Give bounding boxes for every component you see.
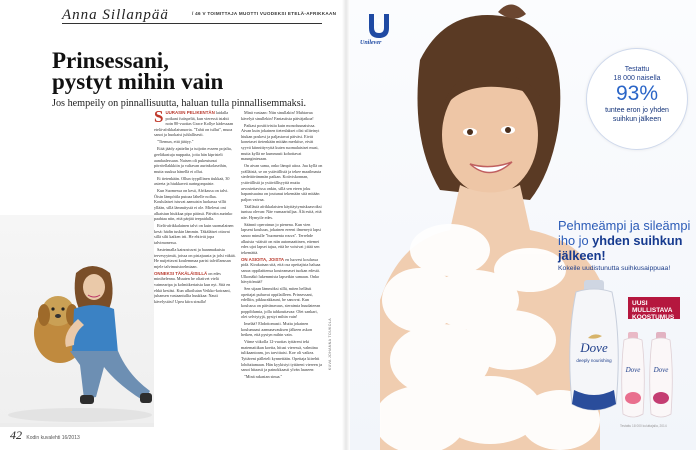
paragraph: Täälläsiä afrikkalaisten käyttäytymiskaavoiksi tuntuu olevan: Näe vumaarisiljaa. Älä esitä, että näe. Hymyile edes. [241,203,322,220]
author-with-dog-illustration [0,215,154,423]
dove-small-bottle-1 [618,332,648,420]
paragraph: laidalla poikani futispeliä, kun vieressä istahti noin 80-vuotias Grace Kollye kädessaan etelä-afrikkalaisnuorta. "Tahti on tullut", muoa sanoi ja huokaisi juhlallisesti. [154,110,234,138]
title-line-2: pystyt mihin vain [52,69,224,94]
paragraph: Paikast positiivistia kuin monofuunaisissa. Aivan kuin jokainen tietenlakset olisi siliteinyt hiukan poskesi ja paljastavat päiväsi. Eivät konetaset tietenkään mitään merkitse, eivät syyvä kiinnittyvyttä kuten suomalaisiset musi, mutta kyllä ne kummasti kohottavat maungintesaan. [241,122,320,162]
badge-line-1: Testattu [624,66,650,73]
badge-line-4: suihkun jälkeen [612,116,662,123]
paragraph: on edes minihelenna. Muuten he oliativet vielä vaimearipa ja kolmitkertaisia kun nyt. Sitä en ehkä kestäsi. Kun ulkoilutan Veikko-koiraani, juhansen vastaantullia huukkaa: Nauti kävelystäsi! Upea kiira sinulla! [154,270,231,304]
article-title [52,50,332,92]
paragraph: Etää jäädy ajattelin ja tuijotin esseen pojalta, geeläkastuja nuppaita, joita hän kipristeli aandaalessaan. Naisen oli pukeutunut pörröellakkkiin ja valtavan aurinkolaseihin, mutta suuksa hänellä ei ollut. [154,146,232,174]
small-bottle-brand-2: Dove [653,366,669,374]
claim-light: Pehmeämpi ja sileämpi iho jo [558,218,691,248]
unilever-wordmark: Unilever [360,40,382,46]
paragraph: "Tiemun, että jäätyy." [157,139,194,145]
right-page-advertisement [350,0,696,450]
bottle-brand: Dove [580,340,608,355]
test-result-badge [586,48,688,150]
paragraph: Viime viikolla 12-vuotias tyttäreni teki matematiikan koetta, hitusi vieressä, valmiina tulikaantoam, jos tarvittaisi. Koe oli vaikea. Tyttäreni pälleteli kynnettään. Opettaja kiirehti lohduttamaan. Hän kyykistyi tyttäreni viereen ja sanoi hitaasti ja painokkaasti ylvän lauseen: [241,339,322,373]
bottle-variant: deeply nourishing [576,358,612,363]
photo-floor [0,423,154,427]
page-number: 42 [10,428,22,442]
paragraph: Sen sijaan lämmöksi sillä, miten hellästi opettajat puhuvat oppilailleen. Prinsessani, edelliin, pikkurakkauni, he sanovat. Kun koulussa on päivänavaus, sieraimia huudateean poppiblumia, jolla tahkouttavaa: Olet sankari, olet selviytyjä, pystyt mihin vain! [241,286,321,320]
paragraph: "Minä rakastan sinua." [244,374,283,380]
new-badge-line-2: MULLISTAVA [632,307,673,314]
page-footer [10,428,80,443]
ad-subclaim: Kokeile uudistunutta suihkusaippuaa! [558,265,671,272]
drop-cap: S [154,107,164,126]
badge-line-2: 18 000 naisella [613,75,661,82]
body-column-2 [241,110,323,381]
new-formula-badge [628,297,680,319]
paragraph: Et tietenkään. Ollun tyypillinen tiukkaä, 30 asteeta ja hiukkaveä auringonpaiste. [154,175,230,187]
photo-credit: KUVA JOHANNA TOUKOLA [328,318,332,371]
title-line-1: Prinsessani, [52,48,169,73]
subhead: ONNEKSI TÄKÄLÄISILLÄ [154,270,208,276]
lead-in-bold: UURASIN PELIKENTÄN [165,110,215,115]
dove-main-bottle [562,280,626,420]
paragraph: Säännö operoinun jo pienena. Kun vien lapseni kouluun, jokainen ereeni ilmeneyä lapsi sanoo minulle "huomenta rouva". Terrehde alkuista -siäistö on niin automaattinen, ettemei edes ujot lapset tajua, että he voisivat j:ttää sen tekemättä. [241,221,321,255]
header-rule [62,23,322,24]
dove-small-bottle-2 [646,332,676,420]
ad-fine-print: Testattu 18 000 kuluttajalla, 2014 [620,424,667,428]
magazine-issue: Kodin kuvalehti 16/2013 [26,435,80,441]
author-header: Anna Sillanpää [62,7,169,23]
body-column-1 [154,107,236,306]
author-photo [0,215,154,423]
claim-bold: yhden suihkun jälkeen! [558,233,683,263]
badge-line-3: tuntee eron jo yhden [605,107,669,114]
new-badge-line-3: KOOSTUMUS [632,314,675,321]
paragraph: Etelä-afrikkalainen talvi on kuin suomalainen kesä: hädin tuskin lämmin. Täkäläiset ottavat sillä silti kaiken irti. He ehtivät jopa talvimonessa. [154,223,234,246]
badge-percent: 93% [615,82,659,105]
paragraph: Sasteimalla kainostuvat ja haanmakuisia tervesyyimiä, joissa on pistajuusta ja jolsi väkää. He nuijettavat koulemmaa parisi talviflanssan mjele talvimuistoelmiaan. [154,247,236,269]
paragraph: en luovesi koulussa pidä. Kirakatsan sitä, että osa opettajista haluaa sanoa oppilaittensa kouteamaset tuokan edestä. Ulkonäkö lukemmista lapsetkin samaan. Onko hävyttömää? [241,256,321,285]
paragraph: Minä vastaan: Niin sinullakin! Mahtavaa kävelyä sinullekin! Fantastista päiväjatkoa! [241,110,314,121]
small-bottle-brand-1: Dove [625,366,641,374]
author-subtitle: / 46 V TOIMITTAJA MUOTTI VUODEKSI ETELÄ-AFRIKKAAN [192,11,337,16]
article-lead: Jos hempeily on pinnallisuutta, haluan tulla pinnallisemmaksi. [52,98,307,109]
paragraph: Imelää? Ehdottomasti. Mutta jokainen koulumaasi aamunavauksen jälkeen askon hetken, että pystyn mihin vain. [241,321,313,338]
paragraph: Kun Suomessa on kesä, Afrikassa on talvi. Öisin lämpötila putoaa lähelle nollaa. Koululaiset istuvat aamuisin luokassa villit yllään, sillä lämmitystä ei ole. Mielessi oni alkaisiun hiukkaa pipo päässä. Päiväin aurinko paahtaa niin, että pärjää teepaidalla. [154,188,233,222]
paragraph: On aivan sama, onko lämpö aitoa. Jua kyllä on yrälläistä, se on ystävällistä ja tekee maailmasta siedettävämmän paikan. Kotiviskonnan, ystävällisiä ja ystävällisyyttä mutta arvostettavissa onkin, sillä sen eteen joku hapanisuaina on joutunut tekemään sitä mitään paljon vaivaa. [241,163,323,202]
ad-claim [558,218,692,263]
subhead: ON ASIOITA, JOISTA [241,256,285,262]
new-badge-line-1: UUSI [632,300,648,307]
page-gutter [342,0,350,450]
